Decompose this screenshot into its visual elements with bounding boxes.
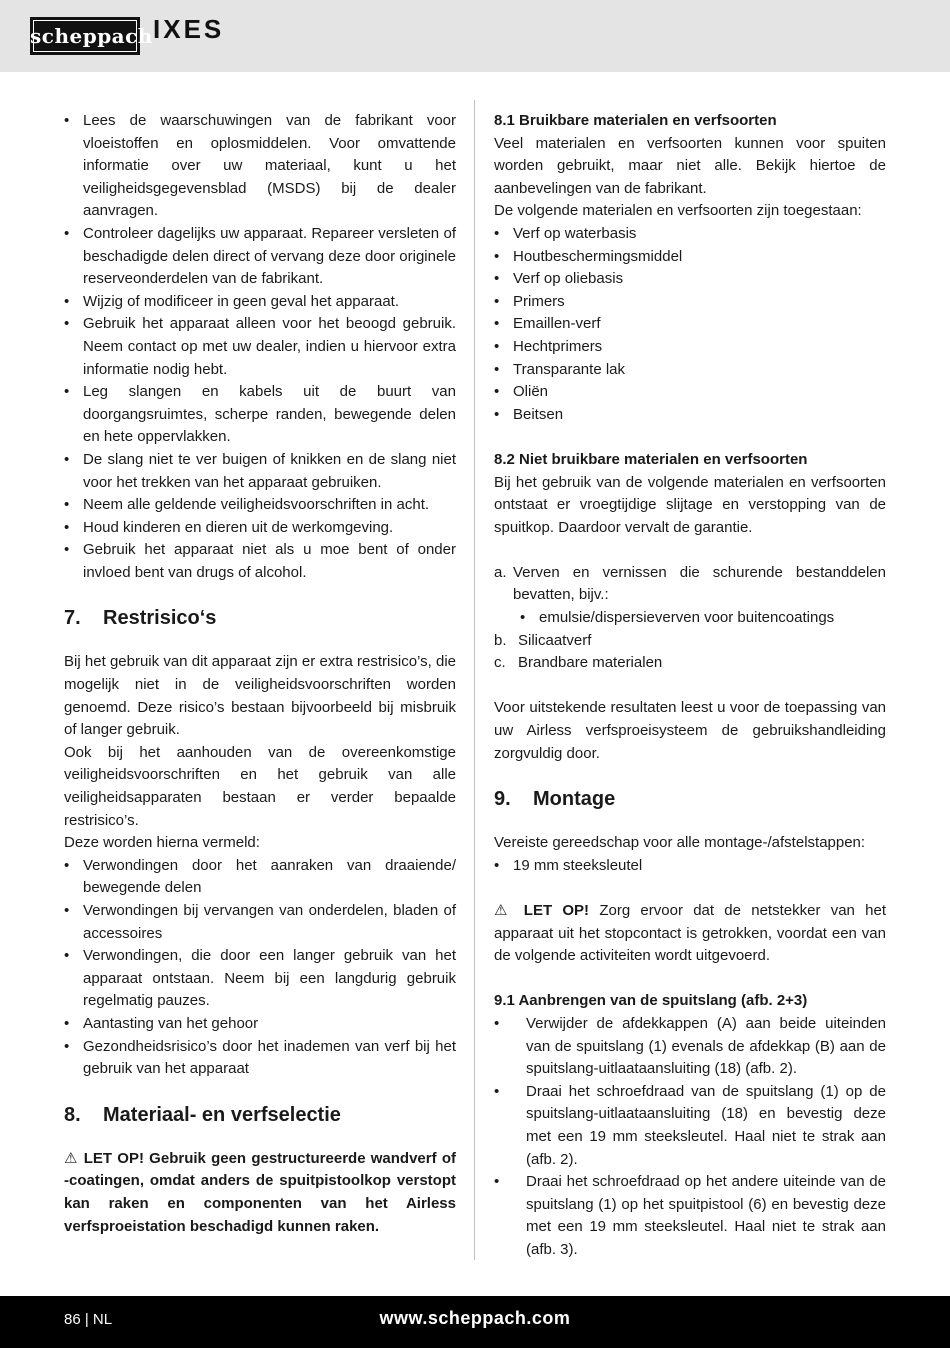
- list-item: [494, 630, 886, 653]
- list-item: • Aantasting van het gehoor: [64, 1013, 456, 1036]
- paragraph: Ook bij het aanhouden van de overeenkomstige veiligheidsvoorschriften en het gebruik van alle veiligheidsapparaten bestaan er verder bepaalde restrisico’s.: [64, 743, 456, 829]
- allowed-materials-list: [494, 223, 886, 426]
- list-item: • Draai het schroefdraad van de spuitslang (1) op de spuitslang-uitlaataansluiting (18) en bevestig deze met een 19 mm steeksleutel. Haal niet te strak aan (afb. 2).: [494, 1081, 886, 1171]
- spacer: [494, 877, 886, 900]
- list-item: • Emaillen-verf: [494, 313, 886, 336]
- subsection-8-2-heading: 8.2 Niet bruikbare materialen en verfsoorten: [494, 450, 808, 468]
- list-item-text: Verven en vernissen die schurende bestanddelen bevatten, bijv.:: [513, 563, 886, 604]
- warning-paragraph: ⚠ LET OP! Gebruik geen gestructureerde wandverf of -coatingen, omdat anders de spuitpistoolkop verstopt kan raken en componenten van het Airless verfsproeistation beschadigd kunnen raken.: [64, 1149, 456, 1235]
- spacer: [494, 539, 886, 562]
- section-title: Materiaal- en verfselectie: [103, 1103, 341, 1126]
- paragraph: Bij het gebruik van dit apparaat zijn er extra restrisico’s, die mogelijk niet in de veiligheidsvoorschriften worden genoemd. Deze risico’s bestaan bijvoorbeeld bij misbruik of langer gebruik.: [64, 653, 456, 739]
- section-8-heading: [64, 1103, 456, 1127]
- page-number: 86 | NL: [64, 1311, 113, 1328]
- spacer: [494, 426, 886, 449]
- section-9-heading: [494, 787, 886, 811]
- list-marker: b.: [494, 631, 507, 649]
- list-item: • Verf op oliebasis: [494, 268, 886, 291]
- list-marker: c.: [494, 654, 506, 672]
- scheppach-logo: [30, 17, 153, 55]
- ixes-logo: IXES: [153, 14, 225, 44]
- list-item: • 19 mm steeksleutel: [494, 855, 886, 878]
- spacer: [494, 675, 886, 698]
- paragraph: De volgende materialen en verfsoorten zijn toegestaan:: [494, 202, 862, 220]
- list-item: • Neem alle geldende veiligheidsvoorschriften in acht.: [64, 494, 456, 517]
- risk-bullet-list: [64, 855, 456, 1081]
- section-title: Restrisico‘s: [103, 607, 217, 630]
- list-item: • Hechtprimers: [494, 336, 886, 359]
- paragraph: Vereiste gereedschap voor alle montage-/afstelstappen:: [494, 834, 866, 852]
- list-item-text: Brandbare materialen: [518, 654, 663, 672]
- warning-text: Zorg ervoor dat de netstekker van het apparaat uit het stopcontact is getrokken, voordat een van de volgende activiteiten wordt uitgevoerd.: [494, 902, 887, 965]
- not-allowed-materials-list: [494, 562, 886, 607]
- paragraph: Bij het gebruik van de volgende materialen en verfsoorten ontstaat er vroegtijdige slijtage en verstopping van de spuitkop. Daardoor vervalt de garantie.: [494, 473, 886, 536]
- subsection-8-1-heading: 8.1 Bruikbare materialen en verfsoorten: [494, 112, 777, 129]
- section-title: Montage: [533, 788, 616, 811]
- logo-text: scheppach: [30, 24, 153, 48]
- list-item: • Houtbeschermingsmiddel: [494, 246, 886, 269]
- page-header: [0, 0, 950, 72]
- safety-bullet-list: [64, 110, 456, 584]
- list-item: • Wijzig of modificeer in geen geval het apparaat.: [64, 291, 456, 314]
- spacer: [494, 968, 886, 991]
- page-footer: [0, 1296, 950, 1348]
- logo-frame: [33, 20, 137, 52]
- left-column: [64, 110, 456, 1238]
- list-item: • emulsie/dispersieverven voor buitencoatings: [494, 607, 886, 630]
- list-item-text: Silicaatverf: [518, 631, 592, 649]
- not-allowed-materials-list-cont: [494, 630, 886, 675]
- paragraph: Deze worden hierna vermeld:: [64, 834, 260, 852]
- section-number: 7.: [64, 607, 81, 630]
- sub-bullet-list: [494, 607, 886, 630]
- paragraph: Voor uitstekende resultaten leest u voor de toepassing van uw Airless verfsproeisysteem de gebruikshandleiding zorgvuldig door.: [494, 699, 886, 762]
- list-item: • Lees de waarschuwingen van de fabrikant voor vloeistoffen en oplosmiddelen. Voor omvattende informatie over uw materiaal, kunt u het veiligheidsgegevensblad (MSDS) bij de dealer aanvragen.: [64, 110, 456, 223]
- list-item: [494, 652, 886, 675]
- column-divider: [474, 100, 475, 1260]
- hose-steps-list: [494, 1013, 886, 1262]
- list-item: • Controleer dagelijks uw apparaat. Repareer versleten of beschadigde delen direct of vervang deze door originele reserveonderdelen van de fabrikant.: [64, 223, 456, 291]
- list-item: • Houd kinderen en dieren uit de werkomgeving.: [64, 517, 456, 540]
- footer-url: www.scheppach.com: [379, 1308, 571, 1328]
- warning-paragraph: [494, 900, 886, 968]
- warning-label: ⚠ LET OP!: [494, 902, 590, 919]
- list-item: • Verwondingen, die door een langer gebruik van het apparaat ontstaan. Neem bij een langdurig gebruik regelmatig pauzes.: [64, 945, 456, 1013]
- section-number: 9.: [494, 788, 511, 811]
- list-item: • Verwondingen bij vervangen van onderdelen, bladen of accessoires: [64, 900, 456, 945]
- list-item: • Transparante lak: [494, 359, 886, 382]
- right-column: [494, 110, 886, 1262]
- list-item: • Verwondingen door het aanraken van draaiende/ bewegende delen: [64, 855, 456, 900]
- list-marker: a.: [494, 563, 507, 581]
- list-item: • Draai het schroefdraad op het andere uiteinde van de spuitslang (1) op het spuitpistool (6) en bevestig deze met een 19 mm steeksleutel. Haal niet te strak aan (afb. 3).: [494, 1171, 886, 1261]
- list-item: • Gebruik het apparaat niet als u moe bent of onder invloed bent van drugs of alcohol.: [64, 539, 456, 584]
- list-item: [494, 562, 886, 607]
- list-item: • Beitsen: [494, 404, 886, 427]
- list-item: • Verwijder de afdekkappen (A) aan beide uiteinden van de spuitslang (1) evenals de afdekkap (B) aan de spuitslang-uitlaataansluiting (18) (afb. 2).: [494, 1013, 886, 1081]
- paragraph: Veel materialen en verfsoorten kunnen voor spuiten worden gebruikt, maar niet alle. Bekijk hiertoe de aanbevelingen van de fabrikant.: [494, 134, 886, 197]
- list-item: • Verf op waterbasis: [494, 223, 886, 246]
- list-item: • Oliën: [494, 381, 886, 404]
- subsection-9-1-heading: 9.1 Aanbrengen van de spuitslang (afb. 2+3): [494, 992, 808, 1010]
- list-item: • Gezondheidsrisico’s door het inademen van verf bij het gebruik van het apparaat: [64, 1036, 456, 1081]
- section-number: 8.: [64, 1103, 81, 1126]
- list-item: • Primers: [494, 291, 886, 314]
- section-7-heading: [64, 606, 456, 630]
- list-item: • Leg slangen en kabels uit de buurt van doorgangsruimtes, scherpe randen, bewegende delen en hete oppervlakken.: [64, 381, 456, 449]
- list-item: • De slang niet te ver buigen of knikken en de slang niet voor het trekken van het apparaat gebruiken.: [64, 449, 456, 494]
- list-item: • Gebruik het apparaat alleen voor het beoogd gebruik. Neem contact op met uw dealer, indien u hiervoor extra informatie nodig hebt.: [64, 313, 456, 381]
- tools-list: [494, 855, 886, 878]
